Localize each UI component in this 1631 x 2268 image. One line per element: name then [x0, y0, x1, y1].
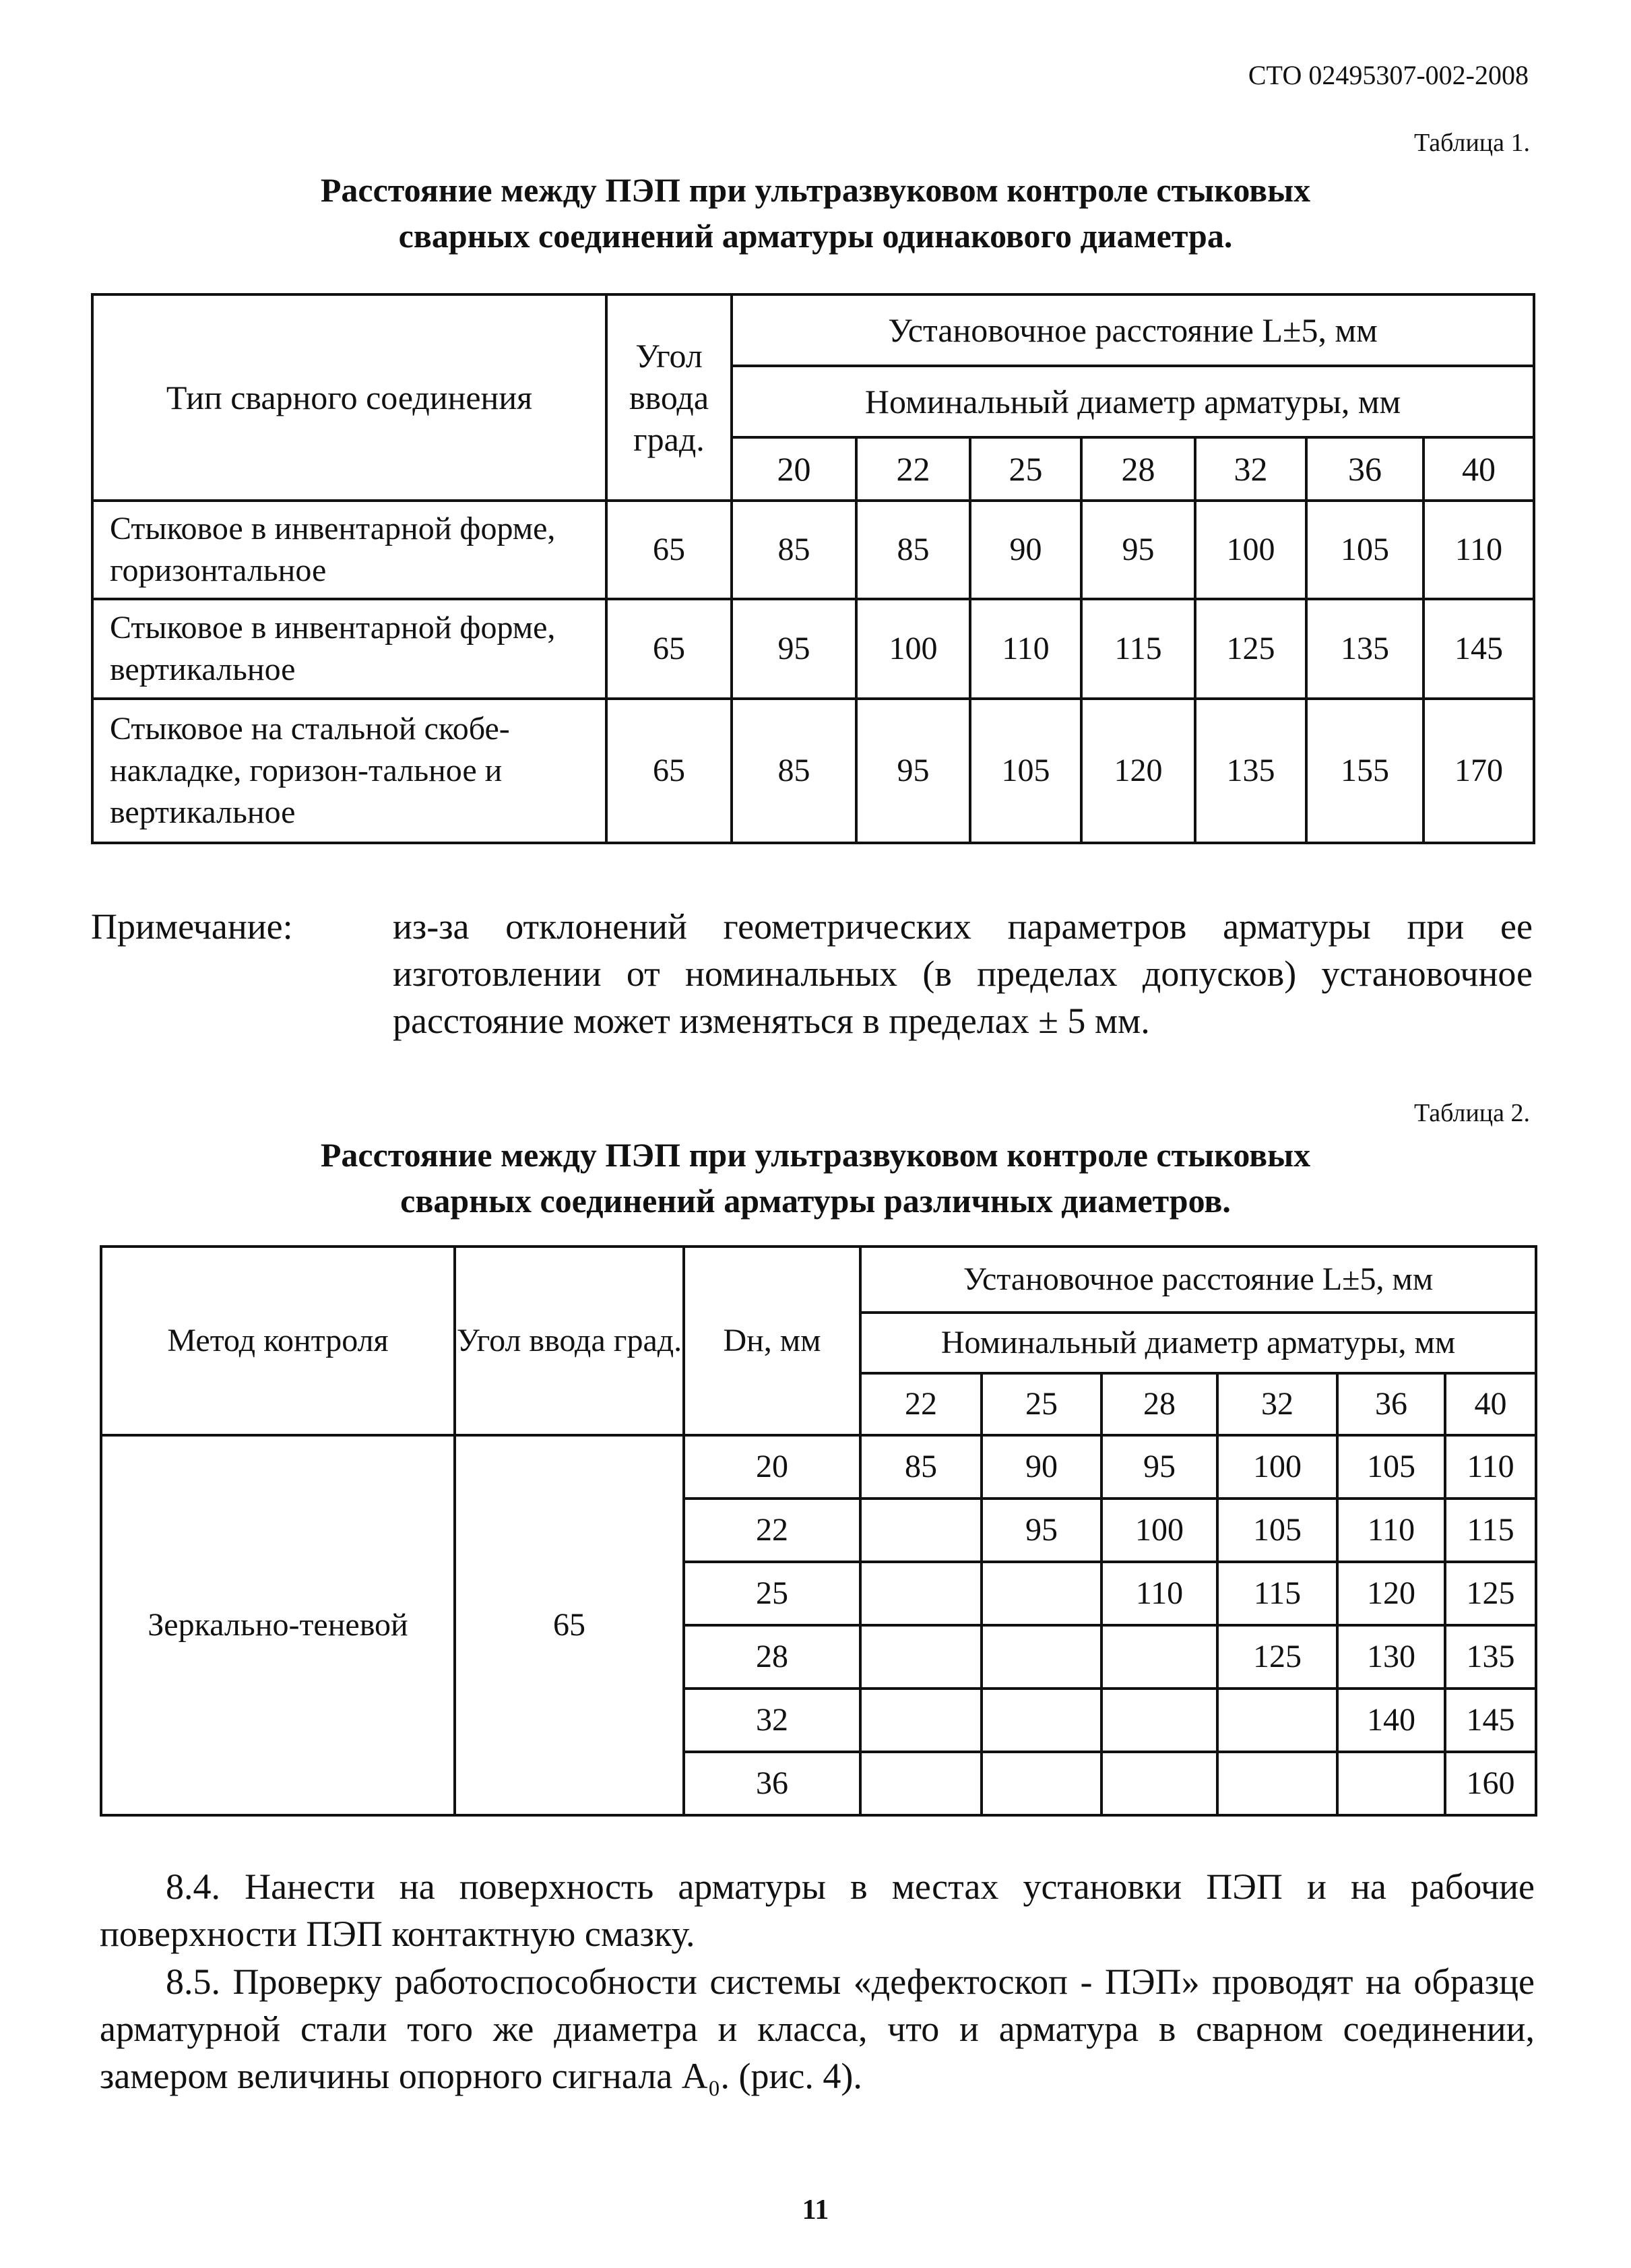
- table1-row-type: Стыковое в инвентарной форме, вертикальное: [92, 599, 606, 699]
- table2-dn-cell: 20: [684, 1435, 860, 1499]
- table1: [91, 293, 1535, 844]
- table-cell: 135: [1306, 599, 1424, 699]
- paragraph-8-5: [100, 1958, 1535, 2100]
- table-cell: [860, 1499, 982, 1562]
- table2-header-angle: Угол ввода град.: [455, 1247, 684, 1435]
- table-cell: 160: [1445, 1752, 1536, 1815]
- table-cell: 100: [1195, 501, 1306, 599]
- table1-diameter-cell: 36: [1306, 437, 1424, 501]
- table2-header-method: Метод контроля: [101, 1247, 455, 1435]
- table-cell: 90: [970, 501, 1081, 599]
- table1-row-angle: 65: [606, 599, 732, 699]
- table2-diameter-cell: 25: [982, 1373, 1101, 1435]
- table-cell: 115: [1081, 599, 1195, 699]
- table-cell: 120: [1337, 1562, 1445, 1625]
- table-cell: 110: [1424, 501, 1534, 599]
- table2-angle: 65: [455, 1435, 684, 1815]
- table1-header-diameter: Номинальный диаметр арматуры, мм: [732, 366, 1534, 437]
- table2-dn-cell: 25: [684, 1562, 860, 1625]
- table1-title-line2: сварных соединений арматуры одинакового диаметра.: [398, 217, 1233, 255]
- table2-title: [0, 1132, 1631, 1224]
- table-cell: 100: [856, 599, 970, 699]
- table-cell: 110: [1445, 1435, 1536, 1499]
- table2-dn-cell: 22: [684, 1499, 860, 1562]
- table2-dn-cell: 28: [684, 1625, 860, 1689]
- table-row: [92, 699, 1534, 843]
- table-cell: 145: [1445, 1689, 1536, 1752]
- table2-header-distance: Установочное расстояние L±5, мм: [860, 1247, 1536, 1313]
- table-cell: [860, 1752, 982, 1815]
- table-cell: [982, 1689, 1101, 1752]
- table1-row-type: Стыковое на стальной скобе-накладке, горизон-тальное и вертикальное: [92, 699, 606, 843]
- table-cell: 85: [732, 699, 856, 843]
- table-cell: 105: [1217, 1499, 1337, 1562]
- table-cell: 95: [982, 1499, 1101, 1562]
- table-cell: [1217, 1689, 1337, 1752]
- table-cell: 90: [982, 1435, 1101, 1499]
- table-row: [92, 599, 1534, 699]
- table-cell: 100: [1101, 1499, 1217, 1562]
- table-cell: 155: [1306, 699, 1424, 843]
- table2-title-line1: Расстояние между ПЭП при ультразвуковом контроле стыковых: [320, 1136, 1311, 1174]
- table1-header-angle: Угол ввода град.: [606, 294, 732, 501]
- table-cell: [982, 1752, 1101, 1815]
- table-cell: 95: [1081, 501, 1195, 599]
- table2-diameter-cell: 36: [1337, 1373, 1445, 1435]
- table-cell: 125: [1445, 1562, 1536, 1625]
- table-cell: 85: [860, 1435, 982, 1499]
- table-row: [92, 501, 1534, 599]
- table-cell: 145: [1424, 599, 1534, 699]
- table-cell: 135: [1445, 1625, 1536, 1689]
- table-cell: [1101, 1752, 1217, 1815]
- table-cell: 95: [856, 699, 970, 843]
- table1-diameter-cell: 40: [1424, 437, 1534, 501]
- table2-diameter-cell: 32: [1217, 1373, 1337, 1435]
- table-cell: [982, 1562, 1101, 1625]
- table1-diameter-cell: 32: [1195, 437, 1306, 501]
- table2-dn-cell: 36: [684, 1752, 860, 1815]
- paragraph-8-5-text: 8.5. Проверку работоспособности системы «дефектоскоп - ПЭП» проводят на образце арматурной стали того же диаметра и класса, что и арматура в сварном соединении, замером величины опорного сигнала A₀. (рис. 4).: [100, 1961, 1535, 2096]
- table-cell: 105: [1306, 501, 1424, 599]
- table-cell: 95: [732, 599, 856, 699]
- table1-label: Таблица 1.: [1413, 129, 1530, 157]
- paragraph-8-4: [100, 1863, 1535, 1957]
- table-cell: [1337, 1752, 1445, 1815]
- paragraph-8-4-text: 8.4. Нанести на поверхность арматуры в местах установки ПЭП и на рабочие поверхности ПЭП контактную смазку.: [100, 1866, 1535, 1954]
- table2-title-line2: сварных соединений арматуры различных диаметров.: [400, 1182, 1231, 1220]
- table2-header-dn: Dн, мм: [684, 1247, 860, 1435]
- table2-label: Таблица 2.: [1413, 1099, 1530, 1127]
- table-cell: 125: [1217, 1625, 1337, 1689]
- note-text: из-за отклонений геометрических параметров арматуры при ее изготовлении от номинальных (в пределах допусков) установочное расстояние может изменяться в пределах ± 5 мм.: [393, 906, 1533, 1041]
- table-cell: 120: [1081, 699, 1195, 843]
- table-cell: [860, 1689, 982, 1752]
- table-cell: 110: [1337, 1499, 1445, 1562]
- table1-diameter-cell: 25: [970, 437, 1081, 501]
- document-code: СТО 02495307-002-2008: [1248, 60, 1529, 90]
- table1-diameter-cell: 22: [856, 437, 970, 501]
- table2-diameter-cell: 22: [860, 1373, 982, 1435]
- table-cell: [1101, 1625, 1217, 1689]
- table2-diameter-cell: 40: [1445, 1373, 1536, 1435]
- table1-diameter-cell: 20: [732, 437, 856, 501]
- table-cell: 125: [1195, 599, 1306, 699]
- table-cell: 100: [1217, 1435, 1337, 1499]
- table1-header-distance: Установочное расстояние L±5, мм: [732, 294, 1534, 366]
- table-cell: 95: [1101, 1435, 1217, 1499]
- table-cell: 115: [1217, 1562, 1337, 1625]
- table1-diameter-cell: 28: [1081, 437, 1195, 501]
- table-cell: 105: [1337, 1435, 1445, 1499]
- table1-title: [0, 167, 1631, 259]
- table-cell: [1217, 1752, 1337, 1815]
- table1-title-line1: Расстояние между ПЭП при ультразвуковом контроле стыковых: [320, 171, 1311, 209]
- table-cell: 85: [732, 501, 856, 599]
- table-cell: 110: [970, 599, 1081, 699]
- table2-method: Зеркально-теневой: [101, 1435, 455, 1815]
- table1-row-angle: 65: [606, 501, 732, 599]
- table-cell: 85: [856, 501, 970, 599]
- table1-header-type: Тип сварного соединения: [92, 294, 606, 501]
- table-row: [101, 1435, 1536, 1499]
- page-number: 11: [802, 2195, 829, 2226]
- table1-row-angle: 65: [606, 699, 732, 843]
- note-label: Примечание:: [91, 906, 293, 947]
- table-cell: 170: [1424, 699, 1534, 843]
- table-cell: 105: [970, 699, 1081, 843]
- table1-row-type: Стыковое в инвентарной форме, горизонтальное: [92, 501, 606, 599]
- table-cell: 130: [1337, 1625, 1445, 1689]
- table2-diameter-cell: 28: [1101, 1373, 1217, 1435]
- table-cell: [982, 1625, 1101, 1689]
- table-cell: 115: [1445, 1499, 1536, 1562]
- table-cell: [860, 1562, 982, 1625]
- table2-dn-cell: 32: [684, 1689, 860, 1752]
- table-cell: 135: [1195, 699, 1306, 843]
- table-cell: 110: [1101, 1562, 1217, 1625]
- table-cell: 140: [1337, 1689, 1445, 1752]
- table-cell: [860, 1625, 982, 1689]
- table2-header-diameter: Номинальный диаметр арматуры, мм: [860, 1313, 1536, 1373]
- table2: [100, 1245, 1537, 1817]
- table-cell: [1101, 1689, 1217, 1752]
